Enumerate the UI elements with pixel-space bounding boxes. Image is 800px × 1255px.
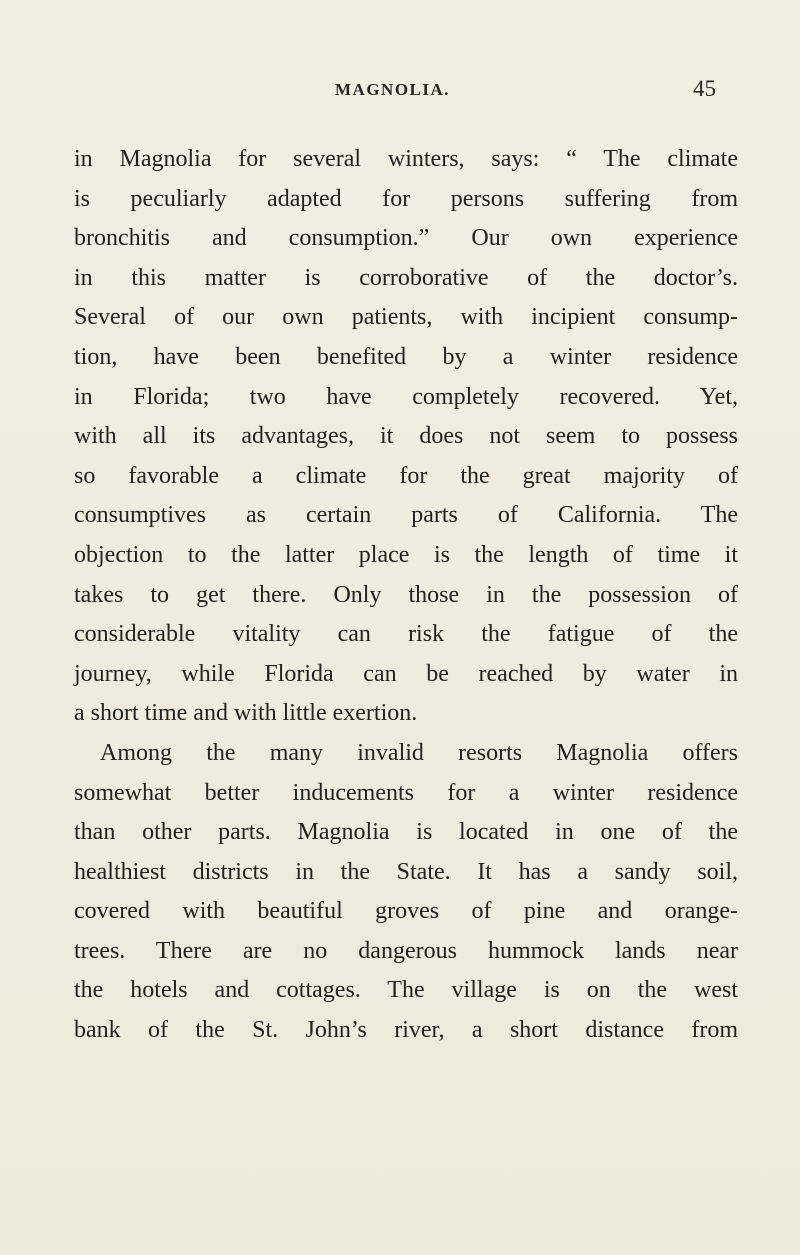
text-line: a short time and with little exertion.	[74, 700, 418, 727]
text-line: consumptives as certain parts of California. The	[74, 502, 738, 529]
text-line: Several of our own patients, with incipient consump-	[74, 304, 738, 331]
text-line: with all its advantages, it does not seem to possess	[74, 423, 738, 450]
text-line: in Florida; two have completely recovered. Yet,	[74, 383, 738, 410]
text-line: takes to get there. Only those in the possession of	[74, 581, 738, 608]
page-number: 45	[693, 76, 716, 101]
running-title: MAGNOLIA.	[335, 80, 451, 99]
text-line: bronchitis and consumption.” Our own experience	[74, 225, 738, 252]
paragraph-1	[74, 140, 738, 734]
text-line: tion, have been benefited by a winter residence	[74, 343, 738, 370]
text-line: trees. There are no dangerous hummock lands near	[74, 937, 738, 964]
text-line: bank of the St. John’s river, a short distance from	[74, 1017, 738, 1044]
text-line: covered with beautiful groves of pine and orange-	[74, 898, 738, 925]
text-line: in this matter is corroborative of the doctor’s.	[74, 264, 738, 291]
text-line: Among the many invalid resorts Magnolia offers	[100, 739, 738, 766]
body-text	[74, 140, 738, 1051]
text-line: objection to the latter place is the length of time it	[74, 541, 738, 568]
text-line: considerable vitality can risk the fatigue of the	[74, 621, 738, 648]
text-line: is peculiarly adapted for persons suffering from	[74, 185, 738, 212]
text-line: somewhat better inducements for a winter residence	[74, 779, 738, 806]
text-line: so favorable a climate for the great majority of	[74, 462, 738, 489]
paragraph-2	[74, 734, 738, 1051]
text-line: journey, while Florida can be reached by water in	[74, 660, 738, 687]
page-header	[0, 76, 800, 110]
text-line: healthiest districts in the State. It has a sandy soil,	[74, 858, 738, 885]
text-line: the hotels and cottages. The village is on the west	[74, 977, 738, 1004]
text-line: in Magnolia for several winters, says: “ The climate	[74, 146, 738, 172]
text-line: than other parts. Magnolia is located in one of the	[74, 819, 738, 846]
